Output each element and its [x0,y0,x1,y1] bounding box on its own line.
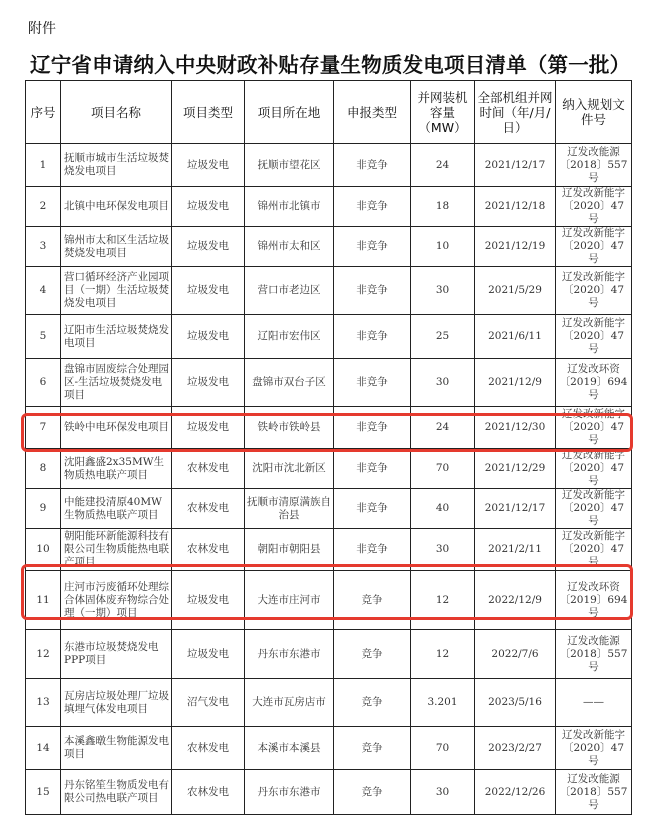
cell-project-type: 垃圾发电 [172,267,245,315]
cell-grid-date: 2023/2/27 [475,727,556,770]
cell-seq: 12 [26,630,61,679]
cell-grid-date: 2021/12/30 [475,407,556,449]
cell-project-type: 垃圾发电 [172,144,245,187]
cell-declare-type: 非竞争 [334,187,411,227]
cell-declare-type: 非竞争 [334,315,411,359]
cell-doc-number: 辽发改新能字〔2020〕47号 [556,187,632,227]
cell-grid-date: 2021/12/17 [475,489,556,529]
cell-project-type: 垃圾发电 [172,315,245,359]
cell-project-type: 垃圾发电 [172,630,245,679]
cell-grid-date: 2021/2/11 [475,529,556,571]
cell-location: 锦州市太和区 [245,227,334,267]
header-seq: 序号 [26,81,61,144]
cell-capacity: 30 [411,529,475,571]
header-type: 项目类型 [172,81,245,144]
table-row [26,489,632,529]
cell-declare-type: 非竞争 [334,144,411,187]
header-capacity: 并网装机容量（MW） [411,81,475,144]
cell-project-type: 农林发电 [172,529,245,571]
cell-location: 丹东市东港市 [245,770,334,815]
cell-doc-number: 辽发改能源〔2018〕557号 [556,770,632,815]
cell-location: 丹东市东港市 [245,630,334,679]
cell-declare-type: 非竞争 [334,359,411,407]
cell-declare-type: 非竞争 [334,407,411,449]
cell-project-type: 农林发电 [172,489,245,529]
cell-declare-type: 非竞争 [334,267,411,315]
cell-location: 营口市老边区 [245,267,334,315]
cell-project-type: 垃圾发电 [172,227,245,267]
cell-doc-number: 辽发改能源〔2018〕557号 [556,630,632,679]
cell-seq: 14 [26,727,61,770]
cell-capacity: 40 [411,489,475,529]
cell-capacity: 24 [411,407,475,449]
cell-grid-date: 2021/12/29 [475,449,556,489]
table-row [26,315,632,359]
table-row [26,529,632,571]
cell-project-name: 丹东铭笙生物质发电有限公司热电联产项目 [61,770,172,815]
attachment-label: 附件 [28,21,56,37]
cell-declare-type: 竞争 [334,679,411,727]
cell-project-name: 北镇中电环保发电项目 [61,187,172,227]
cell-seq: 7 [26,407,61,449]
cell-seq: 8 [26,449,61,489]
cell-location: 抚顺市望花区 [245,144,334,187]
cell-seq: 4 [26,267,61,315]
cell-declare-type: 竞争 [334,630,411,679]
cell-capacity: 3.201 [411,679,475,727]
document-title: 辽宁省申请纳入中央财政补贴存量生物质发电项目清单（第一批） [30,53,631,77]
cell-grid-date: 2021/12/17 [475,144,556,187]
cell-doc-number: 辽发改能源〔2018〕557号 [556,144,632,187]
cell-seq: 15 [26,770,61,815]
table-header-row [26,81,632,144]
cell-capacity: 70 [411,449,475,489]
cell-location: 朝阳市朝阳县 [245,529,334,571]
cell-capacity: 25 [411,315,475,359]
cell-doc-number: 辽发改新能字〔2020〕47号 [556,449,632,489]
table-row [26,267,632,315]
cell-project-name: 盘锦市固废综合处理园区-生活垃圾焚烧发电项目 [61,359,172,407]
cell-capacity: 12 [411,630,475,679]
cell-doc-number: 辽发改新能字〔2020〕47号 [556,315,632,359]
cell-grid-date: 2021/12/9 [475,359,556,407]
cell-grid-date: 2021/5/29 [475,267,556,315]
cell-capacity: 70 [411,727,475,770]
cell-seq: 10 [26,529,61,571]
cell-location: 沈阳市沈北新区 [245,449,334,489]
cell-capacity: 30 [411,770,475,815]
cell-doc-number: 辽发改环资〔2019〕694号 [556,359,632,407]
cell-doc-number: 辽发改新能字〔2020〕47号 [556,529,632,571]
project-list-table [25,80,632,815]
cell-project-type: 农林发电 [172,727,245,770]
header-location: 项目所在地 [245,81,334,144]
table-row [26,770,632,815]
table-row [26,449,632,489]
cell-project-type: 沼气发电 [172,679,245,727]
cell-doc-number: 辽发改环资〔2019〕694号 [556,571,632,630]
cell-doc-number: 辽发改新能字〔2020〕47号 [556,407,632,449]
table-row [26,359,632,407]
cell-grid-date: 2022/12/26 [475,770,556,815]
cell-location: 本溪市本溪县 [245,727,334,770]
cell-declare-type: 非竞争 [334,449,411,489]
cell-declare-type: 竞争 [334,770,411,815]
cell-capacity: 24 [411,144,475,187]
cell-location: 盘锦市双台子区 [245,359,334,407]
cell-project-name: 抚顺市城市生活垃圾焚烧发电项目 [61,144,172,187]
table-row [26,630,632,679]
cell-project-name: 瓦房店垃圾处理厂垃圾填埋气体发电项目 [61,679,172,727]
cell-seq: 9 [26,489,61,529]
cell-project-name: 朝阳能环新能源科技有限公司生物质能热电联产项目 [61,529,172,571]
cell-project-name: 营口循环经济产业园项目（一期）生活垃圾焚烧发电项目 [61,267,172,315]
cell-project-name: 铁岭中电环保发电项目 [61,407,172,449]
cell-seq: 3 [26,227,61,267]
header-doc-number: 纳入规划文件号 [556,81,632,144]
cell-location: 锦州市北镇市 [245,187,334,227]
cell-location: 大连市庄河市 [245,571,334,630]
header-declare-type: 申报类型 [334,81,411,144]
header-name: 项目名称 [61,81,172,144]
cell-project-type: 农林发电 [172,770,245,815]
table-row [26,727,632,770]
cell-project-type: 垃圾发电 [172,571,245,630]
cell-project-name: 东港市垃圾焚烧发电PPP项目 [61,630,172,679]
cell-grid-date: 2022/7/6 [475,630,556,679]
cell-seq: 1 [26,144,61,187]
cell-project-type: 垃圾发电 [172,187,245,227]
header-grid-date: 全部机组并网时间（年/月/日） [475,81,556,144]
cell-declare-type: 竞争 [334,571,411,630]
cell-declare-type: 非竞争 [334,489,411,529]
table-row [26,571,632,630]
table-row [26,227,632,267]
cell-declare-type: 竞争 [334,727,411,770]
cell-seq: 11 [26,571,61,630]
cell-grid-date: 2021/12/19 [475,227,556,267]
cell-project-name: 沈阳鑫盛2x35MW生物质热电联产项目 [61,449,172,489]
cell-seq: 6 [26,359,61,407]
cell-project-type: 垃圾发电 [172,407,245,449]
cell-seq: 13 [26,679,61,727]
cell-location: 抚顺市清原满族自治县 [245,489,334,529]
cell-capacity: 10 [411,227,475,267]
cell-declare-type: 非竞争 [334,529,411,571]
cell-capacity: 30 [411,359,475,407]
table-row [26,407,632,449]
cell-doc-number: 辽发改新能字〔2020〕47号 [556,727,632,770]
table-row [26,187,632,227]
cell-capacity: 30 [411,267,475,315]
cell-project-name: 本溪鑫暾生物能源发电项目 [61,727,172,770]
cell-capacity: 12 [411,571,475,630]
cell-declare-type: 非竞争 [334,227,411,267]
table-row [26,144,632,187]
cell-capacity: 18 [411,187,475,227]
cell-seq: 2 [26,187,61,227]
cell-project-name: 庄河市污废循环处理综合体固体废弃物综合处理（一期）项目 [61,571,172,630]
cell-project-name: 辽阳市生活垃圾焚烧发电项目 [61,315,172,359]
cell-doc-number: 辽发改新能字〔2020〕47号 [556,489,632,529]
cell-doc-number: —— [556,679,632,727]
cell-project-type: 垃圾发电 [172,359,245,407]
cell-project-name: 锦州市太和区生活垃圾焚烧发电项目 [61,227,172,267]
cell-grid-date: 2022/12/9 [475,571,556,630]
cell-project-name: 中能建投清原40MW生物质热电联产项目 [61,489,172,529]
cell-grid-date: 2021/6/11 [475,315,556,359]
cell-location: 辽阳市宏伟区 [245,315,334,359]
cell-doc-number: 辽发改新能字〔2020〕47号 [556,267,632,315]
cell-location: 大连市瓦房店市 [245,679,334,727]
cell-doc-number: 辽发改新能字〔2020〕47号 [556,227,632,267]
cell-seq: 5 [26,315,61,359]
table-row [26,679,632,727]
cell-grid-date: 2023/5/16 [475,679,556,727]
cell-location: 铁岭市铁岭县 [245,407,334,449]
cell-project-type: 农林发电 [172,449,245,489]
cell-grid-date: 2021/12/18 [475,187,556,227]
